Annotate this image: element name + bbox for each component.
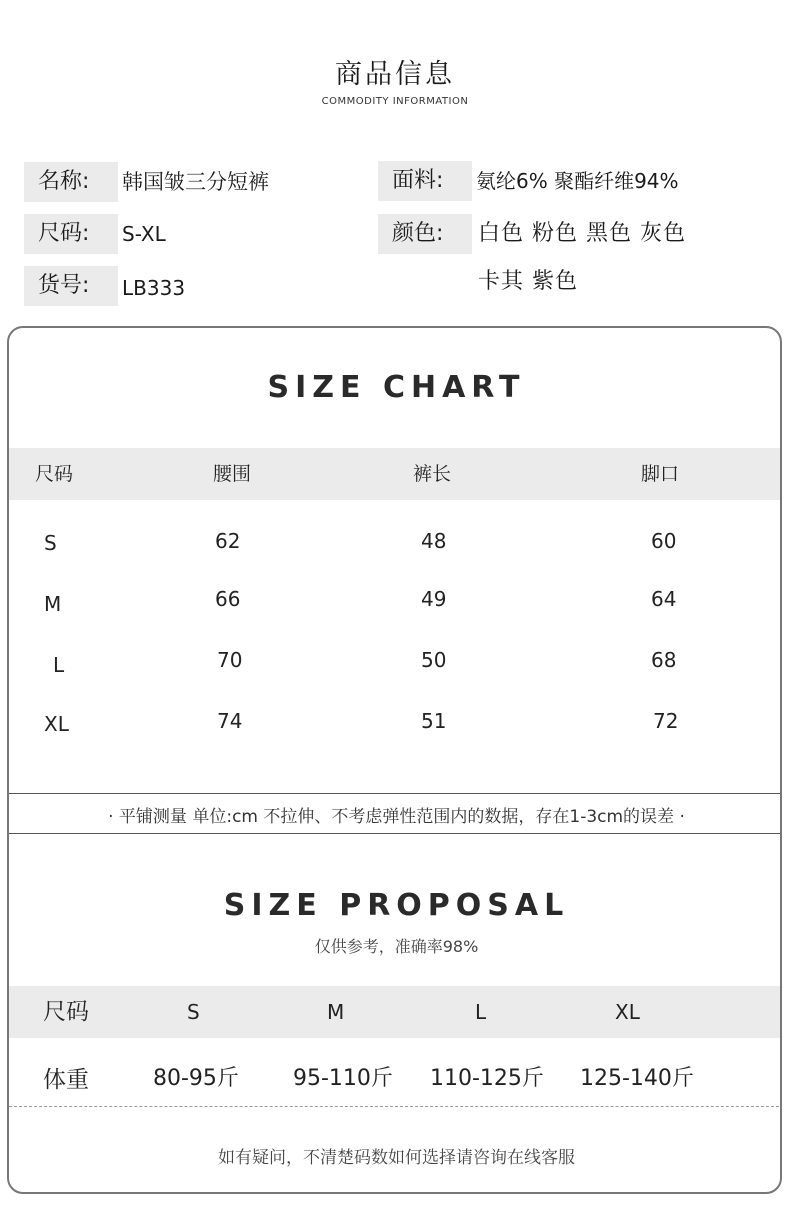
table-row-m-size: M <box>44 592 62 616</box>
measurement-note: · 平铺测量 单位:cm 不拉伸、不考虑弹性范围内的数据，存在1-3cm的误差 · <box>108 807 685 827</box>
size-proposal-heading: SIZE PROPOSAL <box>223 888 570 923</box>
table-row-m-length: 49 <box>421 587 447 611</box>
proposal-size-l: L <box>475 1000 487 1024</box>
table-row-xl-length: 51 <box>421 709 447 733</box>
table-row-l-length: 50 <box>421 648 447 672</box>
size-chart-header-row <box>9 448 782 500</box>
table-row-xl-size: XL <box>44 712 69 736</box>
proposal-size-m: M <box>327 1000 345 1024</box>
color-value-line1: 白色 粉色 黑色 灰色 <box>478 221 686 246</box>
size-proposal-subtitle: 仅供参考，准确率98% <box>314 937 479 956</box>
footer-note: 如有疑问，不清楚码数如何选择请咨询在线客服 <box>218 1148 575 1168</box>
table-row-l-size: L <box>53 653 65 677</box>
size-value: S-XL <box>122 222 166 246</box>
proposal-weight-s: 80-95斤 <box>153 1066 239 1091</box>
table-row-s-size: S <box>44 531 57 555</box>
note-bottom-divider <box>9 833 782 834</box>
proposal-weight-xl: 125-140斤 <box>580 1066 694 1091</box>
size-proposal-header-row <box>9 986 782 1038</box>
table-row-xl-waist: 74 <box>217 709 243 733</box>
sku-label: 货号: <box>24 266 118 306</box>
proposal-size-xl: XL <box>615 1000 640 1024</box>
color-value-line2: 卡其 紫色 <box>478 269 578 294</box>
proposal-weight-label: 体重 <box>43 1067 89 1093</box>
fabric-value: 氨纶6% 聚酯纤维94% <box>476 169 679 193</box>
table-row-m-waist: 66 <box>215 587 241 611</box>
table-row-l-waist: 70 <box>217 648 243 672</box>
name-value: 韩国皱三分短裤 <box>122 170 269 194</box>
footer-divider <box>9 1106 782 1107</box>
table-row-s-length: 48 <box>421 529 447 553</box>
table-row-s-hem: 60 <box>651 529 677 553</box>
size-card <box>7 326 782 1194</box>
size-label: 尺码: <box>24 214 118 254</box>
proposal-weight-m: 95-110斤 <box>293 1066 393 1091</box>
proposal-weight-l: 110-125斤 <box>430 1066 544 1091</box>
table-row-xl-hem: 72 <box>653 709 679 733</box>
size-chart-heading: SIZE CHART <box>267 370 526 405</box>
col-header-length: 裤长 <box>413 463 452 485</box>
col-header-size: 尺码 <box>35 463 74 485</box>
sku-value: LB333 <box>122 276 186 300</box>
table-row-s-waist: 62 <box>215 529 241 553</box>
page-subtitle: COMMODITY INFORMATION <box>321 96 469 107</box>
col-header-waist: 腰围 <box>213 463 252 485</box>
page-title: 商品信息 <box>335 59 455 90</box>
proposal-size-s: S <box>187 1000 200 1024</box>
table-row-l-hem: 68 <box>651 648 677 672</box>
color-label: 颜色: <box>378 214 472 254</box>
table-row-m-hem: 64 <box>651 587 677 611</box>
proposal-size-label: 尺码 <box>43 999 89 1025</box>
col-header-hem: 脚口 <box>641 463 680 485</box>
name-label: 名称: <box>24 162 118 202</box>
fabric-label: 面料: <box>378 161 472 201</box>
note-top-divider <box>9 793 782 794</box>
